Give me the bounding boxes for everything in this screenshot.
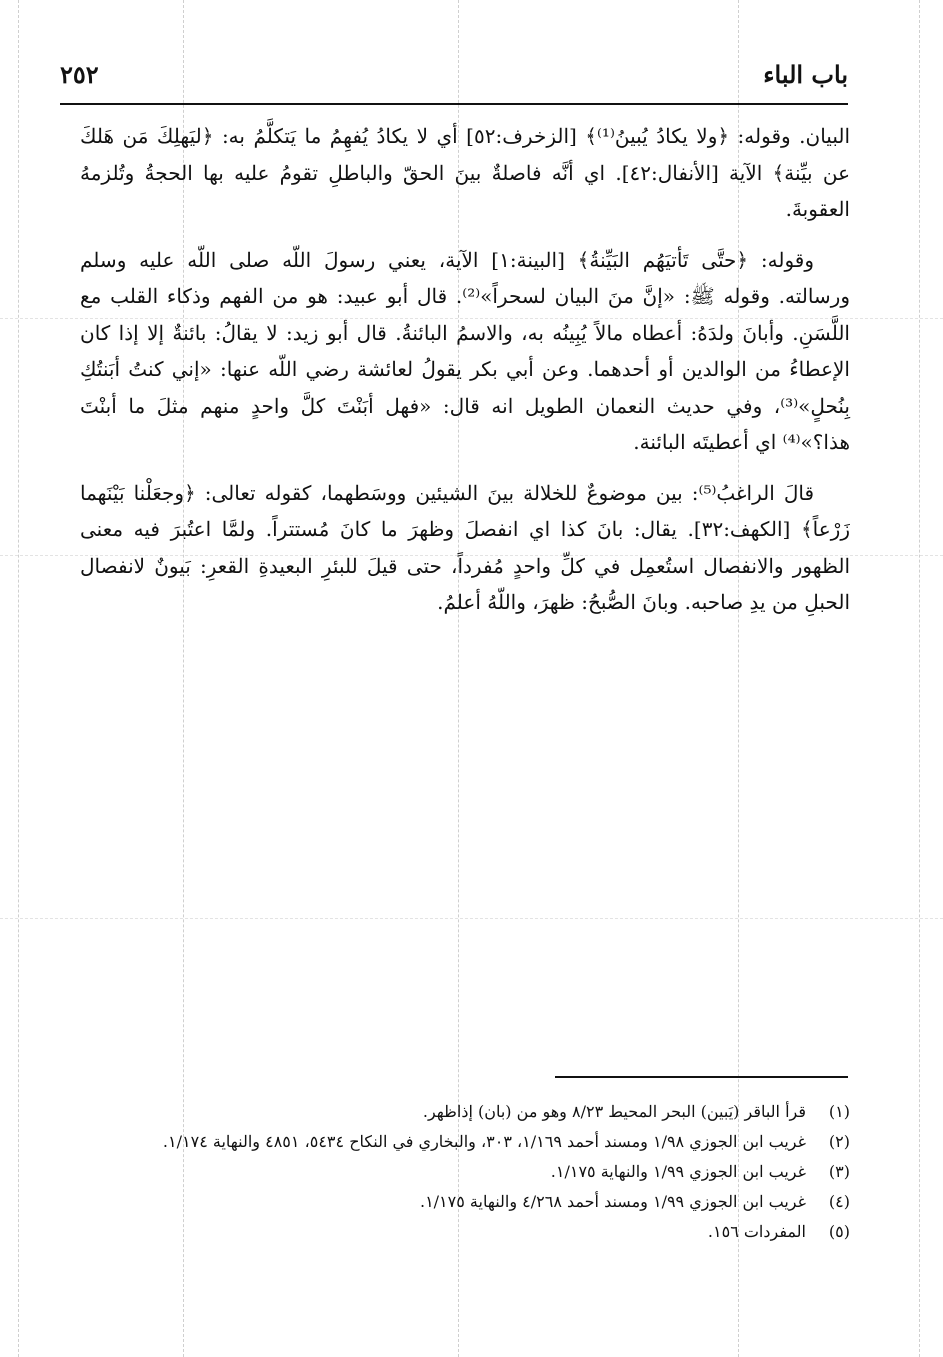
scan-guide-line bbox=[0, 918, 943, 919]
body-paragraph: البيان. وقوله: ﴿ولا يكادُ يُبينُ⁽¹⁾﴾ [الزخرف:٥٢] أي لا يكادُ يُفهِمُ ما يَتكلَّمُ به: ﴿ليَهلِكَ مَن هَلكَ عن بيِّنة﴾ الآية [الأنفال:٤٢]. اي أنَّه فاصلةٌ بينَ الحقّ والباطلِ تقومُ عليه بها الحجةُ وتُلزمهُ العقوبةَ. bbox=[80, 124, 851, 221]
scan-guide-line bbox=[18, 0, 19, 1357]
footnote-rule bbox=[555, 1076, 848, 1078]
page-number: ٢٥٢ bbox=[60, 60, 99, 89]
page-header bbox=[60, 56, 848, 96]
footnote-number: (٣) bbox=[828, 1162, 850, 1181]
footnote-text: غريب ابن الجوزي ١/٩٨ ومسند أحمد ١/١٦٩، ٣٠٣، والبخاري في النكاح ٥٤٣٤، ٤٨٥١ والنهاية ١/١٧٤. bbox=[162, 1132, 806, 1151]
footnote-text: غريب ابن الجوزي ١/٩٩ والنهاية ١/١٧٥. bbox=[550, 1162, 806, 1181]
body-paragraph: قالَ الراغبُ⁽⁵⁾: بين موضوعٌ للخلالة بينَ الشيئين ووسَطهما، كقوله تعالى: ﴿وجعَلْنا بَيْنَهما زَرْعاً﴾ [الكهف:٣٢]. يقال: بانَ كذا اي انفصلَ وظهرَ ما كانَ مُستتراً. ولمَّا اعتُبرَ فيه معنى الظهور والانفصال استُعمِل في كلِّ واحدٍ مُفرداً، حتى قيلَ للبئرِ البعيدةِ القعرِ: بَيونٌ لانفصال الحبلِ من يدِ صاحبه. وبانَ الصُّبحُ: ظهرَ، واللّهُ أعلمُ. bbox=[80, 480, 851, 614]
header-rule bbox=[60, 103, 848, 105]
footnote bbox=[85, 1097, 850, 1127]
footnotes bbox=[85, 1097, 850, 1247]
chapter-title: باب الباء bbox=[763, 60, 848, 89]
footnote bbox=[85, 1127, 850, 1157]
footnote bbox=[85, 1187, 850, 1217]
main-text bbox=[80, 118, 850, 635]
footnote bbox=[85, 1217, 850, 1247]
footnote-number: (٥) bbox=[828, 1222, 850, 1241]
footnote-text: المفردات ١٥٦. bbox=[707, 1222, 806, 1241]
footnote-number: (٤) bbox=[828, 1192, 850, 1211]
scan-guide-line bbox=[919, 0, 920, 1357]
footnote-text: قرأ الباقر (يَبين) البحر المحيط ٨/٢٣ وهو من (بان) إذاظهر. bbox=[422, 1102, 806, 1121]
body-paragraph: وقوله: ﴿حتَّى تَأتيَهُم البَيِّنةُ﴾ [البينة:١] الآية، يعني رسولَ اللّه صلى اللّه عليه وسلم ورسالته. وقوله ﷺ: «إنَّ منَ البيان لسحراً»⁽²⁾. قال أبو عبيد: هو من الفهم وذكاء القلب مع اللَّسَنِ. وأبانَ ولدَهُ: أعطاه مالاً يُبِينُه به، والاسمُ البائنةُ. قال أبو زيد: لا يقالُ: بائنةٌ إلا إذا كان الإعطاءُ من الوالدين أو أحدهما. وعن أبي بكر يقولُ لعائشة رضي اللّه عنها: «إني كنتُ أبَنتُكِ بِنُحلٍ»⁽³⁾، وفي حديث النعمان الطويل انه قال: «فهل أبَنْتَ كلَّ واحدٍ منهم مثلَ ما أبنْتَ هذا؟»⁽⁴⁾ اي أعطيتَه البائنة. bbox=[80, 247, 850, 454]
footnote-number: (١) bbox=[828, 1102, 850, 1121]
footnote-number: (٢) bbox=[828, 1132, 850, 1151]
footnote bbox=[85, 1157, 850, 1187]
footnote-text: غريب ابن الجوزي ١/٩٩ ومسند أحمد ٤/٢٦٨ والنهاية ١/١٧٥. bbox=[419, 1192, 806, 1211]
